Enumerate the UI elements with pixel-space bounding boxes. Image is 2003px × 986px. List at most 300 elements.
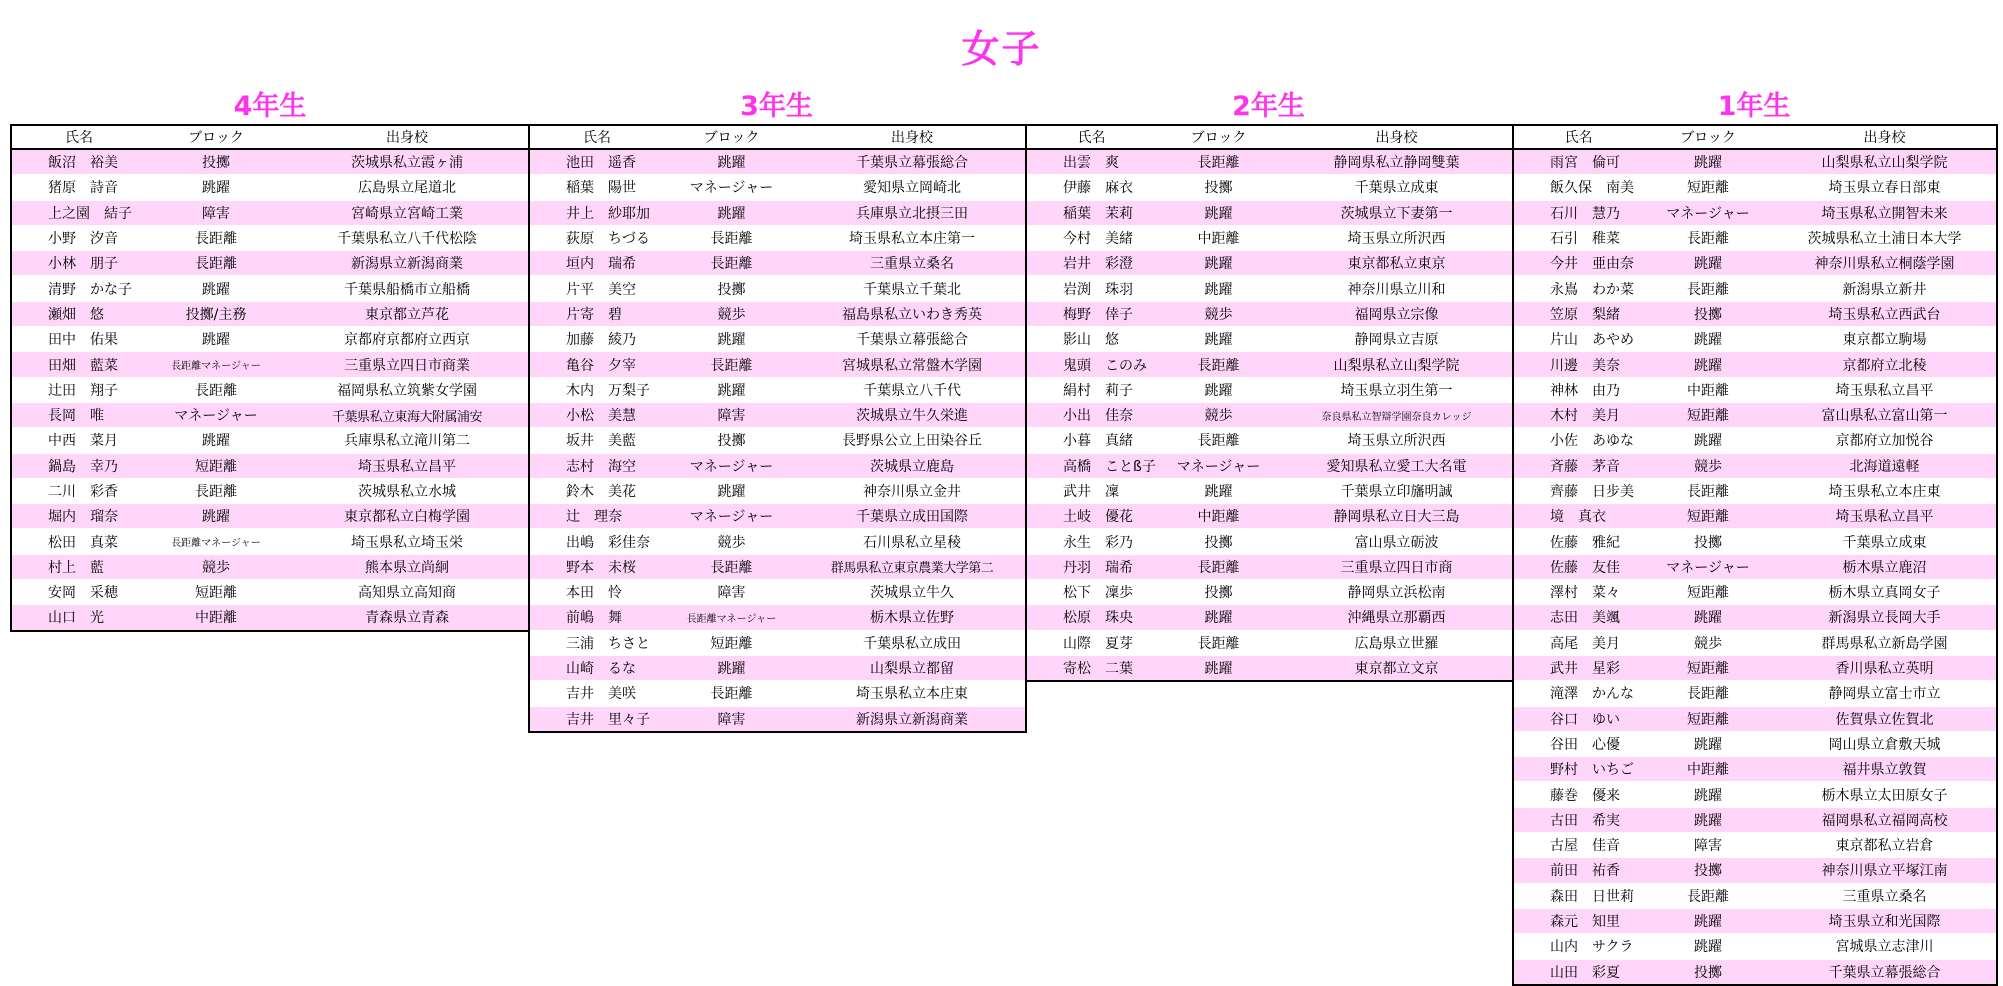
table-row bbox=[1513, 934, 1997, 959]
cell-school: 新潟県立長岡大手 bbox=[1773, 605, 1997, 630]
cell-name: 小出 佳奈 bbox=[1026, 402, 1156, 427]
table-row bbox=[11, 352, 529, 377]
cell-school: 千葉県立成田国際 bbox=[799, 504, 1026, 529]
table-row bbox=[11, 402, 529, 427]
cell-block: 跳躍 bbox=[1156, 200, 1281, 225]
cell-school: 東京都立駒場 bbox=[1773, 327, 1997, 352]
cell-block: 短距離 bbox=[146, 580, 286, 605]
cell-block: 中距離 bbox=[1156, 504, 1281, 529]
cell-name: 志田 美颯 bbox=[1513, 605, 1643, 630]
table-row bbox=[529, 149, 1026, 175]
cell-name: 吉井 里々子 bbox=[529, 706, 664, 732]
cell-block: 長距離 bbox=[664, 554, 799, 579]
table-row bbox=[1513, 681, 1997, 706]
table-row bbox=[529, 225, 1026, 250]
cell-school: 茨城県私立霞ヶ浦 bbox=[286, 149, 529, 175]
cell-block: 跳躍 bbox=[1156, 605, 1281, 630]
cell-name: 森田 日世莉 bbox=[1513, 883, 1643, 908]
cell-name: 鈴木 美花 bbox=[529, 478, 664, 503]
cell-name: 古田 希実 bbox=[1513, 807, 1643, 832]
cell-name: 片寄 碧 bbox=[529, 301, 664, 326]
table-row bbox=[1513, 251, 1997, 276]
cell-school: 山梨県立都留 bbox=[799, 655, 1026, 680]
cell-block: 障害 bbox=[664, 580, 799, 605]
cell-school: 宮城県私立常盤木学園 bbox=[799, 352, 1026, 377]
table-row bbox=[1513, 200, 1997, 225]
cell-block: 短距離 bbox=[1643, 402, 1773, 427]
cell-name: 斉藤 茅音 bbox=[1513, 453, 1643, 478]
cell-school: 茨城県立鹿島 bbox=[799, 453, 1026, 478]
cell-name: 佐藤 雅紀 bbox=[1513, 529, 1643, 554]
cell-name: 清野 かな子 bbox=[11, 276, 146, 301]
cell-name: 武井 凜 bbox=[1026, 478, 1156, 503]
cell-block: 競歩 bbox=[664, 529, 799, 554]
cell-block: 跳躍 bbox=[1156, 377, 1281, 402]
cell-name: 安岡 采穂 bbox=[11, 580, 146, 605]
table-row bbox=[529, 453, 1026, 478]
table-row bbox=[1513, 478, 1997, 503]
table-row bbox=[1513, 605, 1997, 630]
cell-school: 千葉県立印旛明誠 bbox=[1281, 478, 1513, 503]
page-title: 女子 bbox=[961, 27, 1042, 71]
cell-block: 競歩 bbox=[146, 554, 286, 579]
cell-school: 栃木県立真岡女子 bbox=[1773, 580, 1997, 605]
cell-school: 千葉県私立成田 bbox=[799, 630, 1026, 655]
cell-school: 東京都立芦花 bbox=[286, 301, 529, 326]
cell-school: 福岡県私立福岡高校 bbox=[1773, 807, 1997, 832]
cell-name: 小暮 真緒 bbox=[1026, 428, 1156, 453]
cell-name: 小佐 あゆな bbox=[1513, 428, 1643, 453]
cell-name: 武井 星彩 bbox=[1513, 655, 1643, 680]
cell-block: 長距離 bbox=[664, 225, 799, 250]
cell-name: 中西 菜月 bbox=[11, 428, 146, 453]
cell-school: 埼玉県立所沢西 bbox=[1281, 428, 1513, 453]
cell-block: 跳躍 bbox=[146, 327, 286, 352]
table-row bbox=[529, 276, 1026, 301]
cell-name: 木村 美月 bbox=[1513, 402, 1643, 427]
cell-block: マネージャー bbox=[1156, 453, 1281, 478]
table-row bbox=[529, 402, 1026, 427]
table-row bbox=[11, 149, 529, 175]
cell-block: 跳躍 bbox=[1156, 251, 1281, 276]
cell-block: 跳躍 bbox=[1643, 731, 1773, 756]
table-row bbox=[1513, 655, 1997, 680]
cell-school: 宮崎県立宮崎工業 bbox=[286, 200, 529, 225]
cell-block: 跳躍 bbox=[664, 327, 799, 352]
table-row bbox=[11, 453, 529, 478]
cell-name: 永生 彩乃 bbox=[1026, 529, 1156, 554]
cell-school: 神奈川県立川和 bbox=[1281, 276, 1513, 301]
table-row bbox=[1026, 529, 1513, 554]
cell-school: 千葉県立千葉北 bbox=[799, 276, 1026, 301]
cell-block: 跳躍 bbox=[1643, 251, 1773, 276]
table-row bbox=[1513, 327, 1997, 352]
cell-name: 出雲 爽 bbox=[1026, 149, 1156, 175]
cell-school: 広島県立世羅 bbox=[1281, 630, 1513, 655]
cell-school: 埼玉県私立昌平 bbox=[1773, 377, 1997, 402]
table-row bbox=[1026, 453, 1513, 478]
cell-school: 宮城県立志津川 bbox=[1773, 934, 1997, 959]
table-row bbox=[1513, 149, 1997, 175]
table-row bbox=[1513, 782, 1997, 807]
cell-block: 跳躍 bbox=[1156, 327, 1281, 352]
table-row bbox=[529, 175, 1026, 200]
cell-block: 短距離 bbox=[146, 453, 286, 478]
table-row bbox=[1513, 276, 1997, 301]
table-row bbox=[1513, 377, 1997, 402]
cell-school: 福島県私立いわき秀英 bbox=[799, 301, 1026, 326]
table-row bbox=[1026, 149, 1513, 175]
cell-block: 長距離 bbox=[1156, 630, 1281, 655]
cell-name: 辻 理奈 bbox=[529, 504, 664, 529]
cell-block: 長距離 bbox=[1156, 352, 1281, 377]
table-row bbox=[1026, 225, 1513, 250]
table-row bbox=[529, 605, 1026, 630]
cell-block: 長距離 bbox=[1643, 225, 1773, 250]
table-row bbox=[529, 554, 1026, 579]
cell-name: 石川 慧乃 bbox=[1513, 200, 1643, 225]
table-row bbox=[1026, 276, 1513, 301]
table-row bbox=[1513, 807, 1997, 832]
cell-name: 稲葉 陽世 bbox=[529, 175, 664, 200]
cell-block: 長距離 bbox=[1156, 554, 1281, 579]
cell-school: 埼玉県立羽生第一 bbox=[1281, 377, 1513, 402]
cell-block: 長距離 bbox=[1643, 681, 1773, 706]
cell-school: 岡山県立倉敷天城 bbox=[1773, 731, 1997, 756]
cell-block: 跳躍 bbox=[664, 377, 799, 402]
table-row bbox=[1026, 428, 1513, 453]
cell-block: 長距離 bbox=[146, 478, 286, 503]
table-row bbox=[11, 200, 529, 225]
cell-school: 熊本県立尚絅 bbox=[286, 554, 529, 579]
column-header-block: ブロック bbox=[664, 125, 799, 149]
cell-name: 松下 凜歩 bbox=[1026, 580, 1156, 605]
cell-name: 片山 あやめ bbox=[1513, 327, 1643, 352]
cell-school: 埼玉県私立本庄第一 bbox=[799, 225, 1026, 250]
cell-school: 富山県立砺波 bbox=[1281, 529, 1513, 554]
cell-school: 兵庫県私立滝川第二 bbox=[286, 428, 529, 453]
cell-name: 今村 美緒 bbox=[1026, 225, 1156, 250]
table-row bbox=[529, 706, 1026, 732]
cell-school: 京都府京都府立西京 bbox=[286, 327, 529, 352]
cell-name: 伊藤 麻衣 bbox=[1026, 175, 1156, 200]
cell-school: 静岡県立浜松南 bbox=[1281, 580, 1513, 605]
table-row bbox=[529, 655, 1026, 680]
column-header-school: 出身校 bbox=[799, 125, 1026, 149]
table-row bbox=[1026, 504, 1513, 529]
cell-block: 跳躍 bbox=[1643, 428, 1773, 453]
table-row bbox=[1026, 251, 1513, 276]
table-row bbox=[1513, 352, 1997, 377]
cell-block: 長距離 bbox=[664, 681, 799, 706]
cell-school: 栃木県立鹿沼 bbox=[1773, 554, 1997, 579]
cell-block: 跳躍 bbox=[1643, 807, 1773, 832]
table-row bbox=[1026, 402, 1513, 427]
cell-block: 投擲 bbox=[1156, 580, 1281, 605]
cell-name: 梅野 倖子 bbox=[1026, 301, 1156, 326]
cell-block: 障害 bbox=[1643, 833, 1773, 858]
cell-name: 松原 珠央 bbox=[1026, 605, 1156, 630]
cell-name: 小野 汐音 bbox=[11, 225, 146, 250]
cell-school: 福井県立敦賀 bbox=[1773, 757, 1997, 782]
column-header-block: ブロック bbox=[1643, 125, 1773, 149]
cell-block: 中距離 bbox=[146, 605, 286, 631]
cell-school: 埼玉県私立昌平 bbox=[1773, 504, 1997, 529]
cell-school: 佐賀県立佐賀北 bbox=[1773, 706, 1997, 731]
table-row bbox=[529, 301, 1026, 326]
cell-name: 松田 真菜 bbox=[11, 529, 146, 554]
cell-name: 境 真衣 bbox=[1513, 504, 1643, 529]
cell-name: 田畑 藍菜 bbox=[11, 352, 146, 377]
cell-name: 今井 亜由奈 bbox=[1513, 251, 1643, 276]
table-row bbox=[11, 605, 529, 631]
table-row bbox=[11, 301, 529, 326]
cell-block: 長距離マネージャー bbox=[146, 352, 286, 377]
cell-school: 神奈川県立平塚江南 bbox=[1773, 858, 1997, 883]
table-row bbox=[11, 225, 529, 250]
cell-block: 跳躍 bbox=[1643, 327, 1773, 352]
cell-name: 滝澤 かんな bbox=[1513, 681, 1643, 706]
cell-school: 奈良県私立智辯学園奈良カレッジ bbox=[1281, 402, 1513, 427]
table-row bbox=[1513, 706, 1997, 731]
cell-name: 荻原 ちづる bbox=[529, 225, 664, 250]
cell-name: 澤村 菜々 bbox=[1513, 580, 1643, 605]
cell-name: 出嶋 彩佳奈 bbox=[529, 529, 664, 554]
table-row bbox=[529, 251, 1026, 276]
table-row bbox=[1026, 200, 1513, 225]
table-row bbox=[529, 478, 1026, 503]
cell-school: 新潟県立新潟商業 bbox=[286, 251, 529, 276]
cell-block: 跳躍 bbox=[1156, 478, 1281, 503]
table-row bbox=[11, 276, 529, 301]
cell-block: 障害 bbox=[664, 402, 799, 427]
table-row bbox=[529, 529, 1026, 554]
cell-school: 東京都立文京 bbox=[1281, 655, 1513, 681]
cell-block: 障害 bbox=[146, 200, 286, 225]
cell-name: 野本 未桜 bbox=[529, 554, 664, 579]
table-row bbox=[1026, 554, 1513, 579]
grade-title-1: 1年生 bbox=[1717, 91, 1791, 122]
cell-block: 長距離 bbox=[664, 352, 799, 377]
table-row bbox=[1513, 883, 1997, 908]
cell-name: 前嶋 舞 bbox=[529, 605, 664, 630]
table-row bbox=[529, 681, 1026, 706]
cell-name: 岩井 彩澄 bbox=[1026, 251, 1156, 276]
cell-block: 長距離 bbox=[1643, 883, 1773, 908]
table-row bbox=[1026, 175, 1513, 200]
roster-table-3rd-year bbox=[528, 124, 1027, 733]
cell-school: 群馬県私立東京農業大学第二 bbox=[799, 554, 1026, 579]
cell-name: 鍋島 幸乃 bbox=[11, 453, 146, 478]
cell-school: 静岡県私立静岡雙葉 bbox=[1281, 149, 1513, 175]
cell-school: 埼玉県立春日部東 bbox=[1773, 175, 1997, 200]
cell-school: 新潟県立新潟商業 bbox=[799, 706, 1026, 732]
table-row bbox=[11, 428, 529, 453]
cell-block: 中距離 bbox=[1643, 757, 1773, 782]
cell-name: 上之園 結子 bbox=[11, 200, 146, 225]
cell-name: 寄松 二葉 bbox=[1026, 655, 1156, 681]
cell-block: 跳躍 bbox=[1643, 908, 1773, 933]
cell-block: 投擲 bbox=[664, 276, 799, 301]
cell-name: 小松 美慧 bbox=[529, 402, 664, 427]
cell-school: 千葉県私立八千代松陰 bbox=[286, 225, 529, 250]
cell-school: 茨城県私立土浦日本大学 bbox=[1773, 225, 1997, 250]
cell-school: 千葉県立幕張総合 bbox=[799, 149, 1026, 175]
cell-school: 東京都私立東京 bbox=[1281, 251, 1513, 276]
cell-block: 投擲 bbox=[1643, 529, 1773, 554]
cell-block: 跳躍 bbox=[1156, 655, 1281, 681]
cell-name: 長岡 唯 bbox=[11, 402, 146, 427]
cell-block: 跳躍 bbox=[1643, 352, 1773, 377]
cell-school: 埼玉県私立本庄東 bbox=[799, 681, 1026, 706]
cell-school: 栃木県立佐野 bbox=[799, 605, 1026, 630]
table-row bbox=[529, 327, 1026, 352]
table-row bbox=[1513, 402, 1997, 427]
table-row bbox=[1513, 731, 1997, 756]
cell-block: 短距離 bbox=[1643, 175, 1773, 200]
cell-school: 京都府立加悦谷 bbox=[1773, 428, 1997, 453]
cell-block: 中距離 bbox=[1156, 225, 1281, 250]
cell-block: 競歩 bbox=[664, 301, 799, 326]
cell-block: 投擲 bbox=[1643, 301, 1773, 326]
cell-block: 短距離 bbox=[1643, 580, 1773, 605]
table-row bbox=[1513, 908, 1997, 933]
cell-name: 木内 万梨子 bbox=[529, 377, 664, 402]
column-header-block: ブロック bbox=[1156, 125, 1281, 149]
cell-school: 愛知県立岡崎北 bbox=[799, 175, 1026, 200]
cell-block: 長距離マネージャー bbox=[664, 605, 799, 630]
cell-school: 三重県立桑名 bbox=[1773, 883, 1997, 908]
table-row bbox=[529, 428, 1026, 453]
cell-name: 辻田 翔子 bbox=[11, 377, 146, 402]
cell-name: 川邊 美奈 bbox=[1513, 352, 1643, 377]
table-row bbox=[1513, 580, 1997, 605]
cell-school: 埼玉県私立昌平 bbox=[286, 453, 529, 478]
cell-block: 投擲 bbox=[1156, 529, 1281, 554]
cell-school: 広島県立尾道北 bbox=[286, 175, 529, 200]
cell-name: 志村 海空 bbox=[529, 453, 664, 478]
cell-block: 短距離 bbox=[1643, 655, 1773, 680]
cell-name: 本田 怜 bbox=[529, 580, 664, 605]
table-row bbox=[1026, 352, 1513, 377]
cell-block: 長距離 bbox=[1643, 276, 1773, 301]
cell-school: 京都府立北稜 bbox=[1773, 352, 1997, 377]
grade-title-3: 3年生 bbox=[740, 91, 813, 122]
cell-name: 藤巻 優来 bbox=[1513, 782, 1643, 807]
cell-school: 福岡県立宗像 bbox=[1281, 301, 1513, 326]
cell-block: 跳躍 bbox=[146, 428, 286, 453]
cell-name: 永嶌 わか菜 bbox=[1513, 276, 1643, 301]
cell-block: 投擲 bbox=[1643, 959, 1773, 985]
cell-block: 競歩 bbox=[1643, 453, 1773, 478]
cell-block: 跳躍 bbox=[664, 200, 799, 225]
cell-block: 長距離 bbox=[1643, 478, 1773, 503]
table-row bbox=[529, 504, 1026, 529]
cell-block: 跳躍 bbox=[146, 504, 286, 529]
cell-name: 山際 夏芽 bbox=[1026, 630, 1156, 655]
cell-school: 神奈川県私立桐蔭学園 bbox=[1773, 251, 1997, 276]
table-row bbox=[1513, 301, 1997, 326]
table-row bbox=[529, 580, 1026, 605]
cell-school: 東京都私立白梅学園 bbox=[286, 504, 529, 529]
cell-name: 雨宮 倫可 bbox=[1513, 149, 1643, 175]
cell-name: 瀬畑 悠 bbox=[11, 301, 146, 326]
cell-name: 三浦 ちさと bbox=[529, 630, 664, 655]
table-row bbox=[1513, 453, 1997, 478]
cell-school: 静岡県立吉原 bbox=[1281, 327, 1513, 352]
cell-name: 片平 美空 bbox=[529, 276, 664, 301]
column-header-name: 氏名 bbox=[1513, 125, 1643, 149]
table-row bbox=[1513, 428, 1997, 453]
table-row bbox=[1026, 655, 1513, 681]
table-row bbox=[1513, 757, 1997, 782]
table-row bbox=[11, 478, 529, 503]
cell-name: 高尾 美月 bbox=[1513, 630, 1643, 655]
cell-school: 兵庫県立北摂三田 bbox=[799, 200, 1026, 225]
cell-block: マネージャー bbox=[1643, 554, 1773, 579]
cell-name: 村上 藍 bbox=[11, 554, 146, 579]
cell-school: 埼玉県立和光国際 bbox=[1773, 908, 1997, 933]
cell-block: 競歩 bbox=[1643, 630, 1773, 655]
cell-name: 垣内 瑞希 bbox=[529, 251, 664, 276]
column-header-name: 氏名 bbox=[11, 125, 146, 149]
cell-block: 長距離マネージャー bbox=[146, 529, 286, 554]
table-row bbox=[1513, 630, 1997, 655]
table-row bbox=[1513, 833, 1997, 858]
cell-block: 跳躍 bbox=[1643, 149, 1773, 175]
cell-school: 新潟県立新井 bbox=[1773, 276, 1997, 301]
cell-block: マネージャー bbox=[664, 175, 799, 200]
cell-block: 投擲 bbox=[1156, 175, 1281, 200]
cell-block: 短距離 bbox=[664, 630, 799, 655]
cell-name: 齊藤 日步美 bbox=[1513, 478, 1643, 503]
table-row bbox=[11, 251, 529, 276]
cell-school: 石川県私立星稜 bbox=[799, 529, 1026, 554]
cell-school: 香川県私立英明 bbox=[1773, 655, 1997, 680]
cell-school: 愛知県私立愛工大名電 bbox=[1281, 453, 1513, 478]
table-row bbox=[1026, 301, 1513, 326]
cell-block: 競歩 bbox=[1156, 301, 1281, 326]
cell-name: 丹羽 瑞希 bbox=[1026, 554, 1156, 579]
table-row bbox=[11, 529, 529, 554]
table-row bbox=[1513, 504, 1997, 529]
column-header-school: 出身校 bbox=[1773, 125, 1997, 149]
roster-table-2nd-year bbox=[1025, 124, 1514, 682]
cell-name: 井上 紗耶加 bbox=[529, 200, 664, 225]
cell-school: 茨城県立牛久 bbox=[799, 580, 1026, 605]
cell-school: 三重県立四日市商 bbox=[1281, 554, 1513, 579]
cell-school: 群馬県私立新島学園 bbox=[1773, 630, 1997, 655]
cell-school: 栃木県立太田原女子 bbox=[1773, 782, 1997, 807]
cell-name: 土岐 優花 bbox=[1026, 504, 1156, 529]
cell-school: 長野県公立上田染谷丘 bbox=[799, 428, 1026, 453]
table-row bbox=[11, 580, 529, 605]
cell-name: 古屋 佳音 bbox=[1513, 833, 1643, 858]
cell-name: 加藤 綾乃 bbox=[529, 327, 664, 352]
cell-school: 北海道遠軽 bbox=[1773, 453, 1997, 478]
grade-title-2: 2年生 bbox=[1232, 91, 1305, 122]
table-row bbox=[529, 630, 1026, 655]
cell-name: 佐藤 友佳 bbox=[1513, 554, 1643, 579]
cell-name: 岩渕 珠羽 bbox=[1026, 276, 1156, 301]
table-row bbox=[1026, 377, 1513, 402]
cell-block: マネージャー bbox=[664, 453, 799, 478]
cell-name: 飯久保 南美 bbox=[1513, 175, 1643, 200]
cell-school: 神奈川県立金井 bbox=[799, 478, 1026, 503]
table-row bbox=[1513, 225, 1997, 250]
table-row bbox=[11, 504, 529, 529]
table-row bbox=[1513, 529, 1997, 554]
